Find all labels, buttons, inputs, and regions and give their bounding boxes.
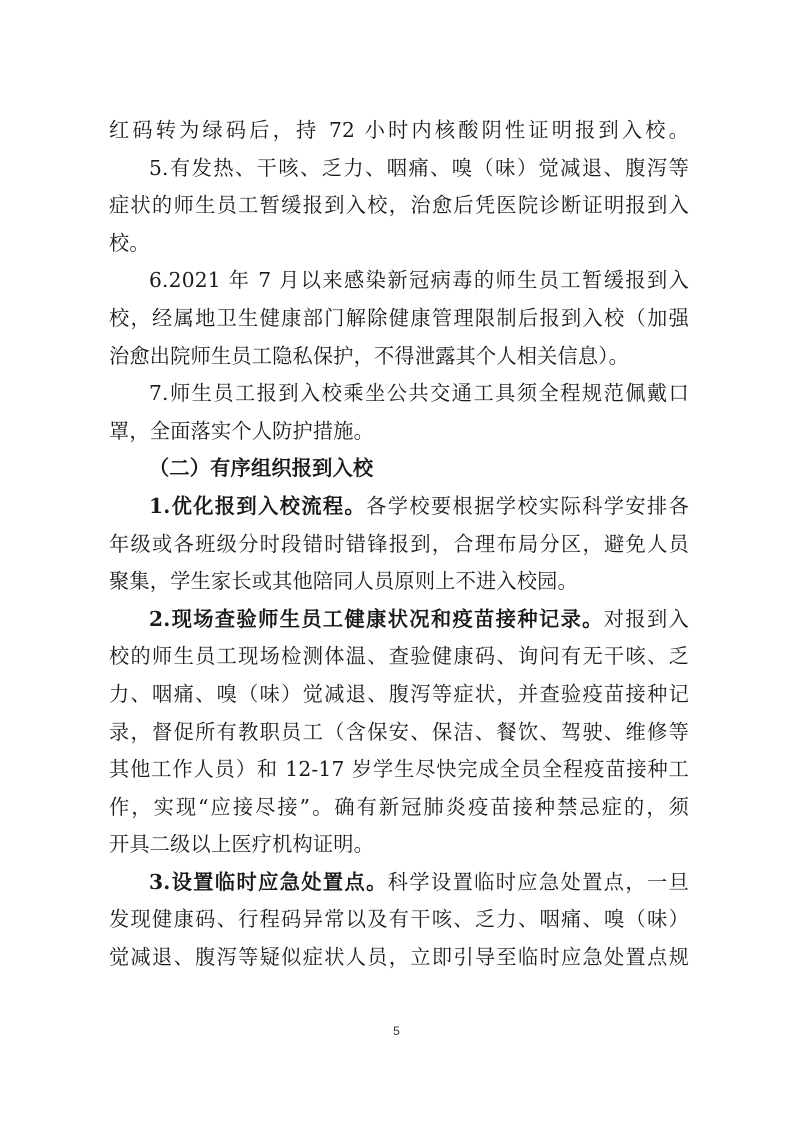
text-line: 作，实现“应接尽接”。确有新冠肺炎疫苗接种禁忌症的，须 [109,794,689,819]
text-line: 聚集，学生家长或其他陪同人员原则上不进入校园。 [109,569,578,594]
text-line: 发现健康码、行程码异常以及有干咳、乏力、咽痛、嗅（味） [109,907,689,932]
text-line: 5.有发热、干咳、乏力、咽痛、嗅（味）觉减退、腹泻等 [149,155,689,180]
section-heading: （二）有序组织报到入校 [149,456,374,481]
text-line: 治愈出院师生员工隐私保护，不得泄露其个人相关信息）。 [109,343,629,368]
paragraph-text: 对报到入 [603,606,689,631]
text-line: 红码转为绿码后，持 72 小时内核酸阴性证明报到入校。 [109,118,689,142]
text-line: 校。 [109,230,150,255]
paragraph-text: 各学校要根据学校实际科学安排各 [366,493,689,518]
text-line: 罩，全面落实个人防护措施。 [109,418,375,443]
text-line: 录，督促所有教职员工（含保安、保洁、餐饮、驾驶、维修等 [109,719,689,744]
paragraph-lead: 2.现场查验师生员工健康状况和疫苗接种记录。 [149,606,604,631]
text-line: 年级或各班级分时段错时错锋报到，合理布局分区，避免人员 [109,531,689,556]
document-body [109,112,689,977]
text-line [109,864,689,902]
text-line: 6.2021 年 7 月以来感染新冠病毒的师生员工暂缓报到入 [149,268,689,293]
text-line [109,488,689,526]
paragraph-lead: 3.设置临时应急处置点。 [149,869,388,894]
text-line: 校的师生员工现场检测体温、查验健康码、询问有无干咳、乏 [109,644,689,669]
text-line: 开具二级以上医疗机构证明。 [109,832,375,857]
text-line: 症状的师生员工暂缓报到入校，治愈后凭医院诊断证明报到入 [109,193,689,218]
text-line: 7.师生员工报到入校乘坐公共交通工具须全程规范佩戴口 [149,381,689,406]
paragraph-text: 科学设置临时应急处置点，一旦 [387,869,689,894]
text-line: 校，经属地卫生健康部门解除健康管理限制后报到入校（加强 [109,305,689,330]
text-line [109,601,689,639]
text-line: 觉减退、腹泻等疑似症状人员，立即引导至临时应急处置点规 [109,945,689,970]
paragraph-lead: 1.优化报到入校流程。 [149,493,367,518]
text-line: 力、咽痛、嗅（味）觉减退、腹泻等症状，并查验疫苗接种记 [109,681,689,706]
page-number: 5 [393,1024,400,1038]
text-line: 其他工作人员）和 12-17 岁学生尽快完成全员全程疫苗接种工 [109,757,689,782]
